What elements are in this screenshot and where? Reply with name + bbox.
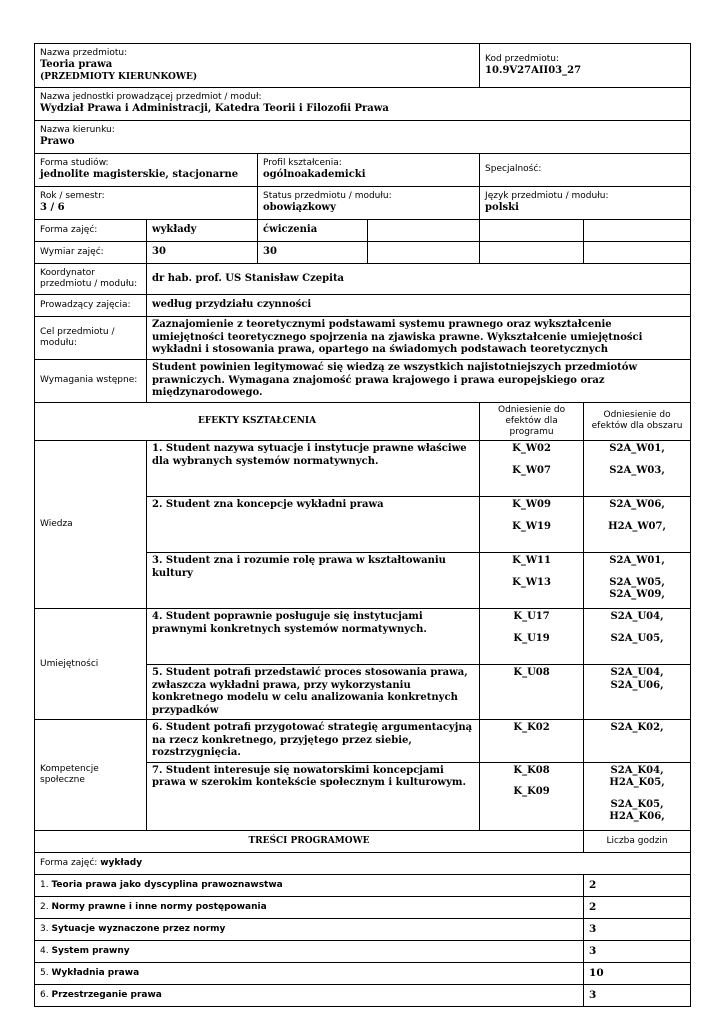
class-hours-lecture: 30 [152, 246, 166, 258]
class-form-label-text: Forma zajęć: [40, 224, 98, 235]
coordinator-row [35, 264, 691, 295]
profile-label: Profil kształcenia: [263, 158, 342, 169]
topic-row [35, 962, 691, 984]
specialty-label: Specjalność: [485, 164, 542, 175]
coordinator-value: dr hab. prof. US Stanisław Czepita [152, 272, 345, 284]
topic-cell [35, 962, 584, 984]
topic-hours: 2 [584, 896, 691, 918]
area-ref: H2A_K05, [609, 777, 665, 789]
lecturer-label-text: Prowadzący zajęcia: [40, 299, 131, 310]
topic-row [35, 940, 691, 962]
topic-number: 4. [40, 945, 49, 956]
code-cell [480, 44, 691, 88]
class-hours-empty-3 [584, 242, 691, 264]
field-value: Prawo [40, 136, 75, 148]
program-ref: K_W13 [512, 576, 551, 588]
content-header-row [35, 830, 691, 852]
class-hours-2 [258, 242, 368, 264]
year-cell [35, 187, 258, 220]
content-hours-header: Liczba godzin [584, 830, 691, 852]
subject-label: Nazwa przedmiotu: [40, 48, 128, 58]
coordinator-value-cell [147, 264, 691, 295]
lecturer-row [35, 295, 691, 317]
topic-title: Przestrzeganie prawa [51, 989, 162, 1000]
program-ref: K_K08 [513, 764, 550, 776]
goal-value: Zaznajomienie z teoretycznymi podstawami systemu prawnego oraz wykształcenie umiejętności teoretycznego spojrzenia na zjawiska prawne. Wykształcenie umiejętności wykładni i stosowania prawa, opartego na świadomych podstawach teoretycznych [152, 319, 643, 356]
class-hours-label-text: Wymiar zajęć: [40, 246, 104, 257]
effect-program-refs [480, 762, 584, 830]
goal-label-text: Cel przedmiotu / modułu: [40, 326, 115, 348]
effects-col-program: Odniesienie do efektów dla programu [480, 402, 584, 441]
year-value: 3 / 6 [40, 202, 65, 214]
area-ref: S2A_K04, [610, 764, 664, 776]
effect-area-refs [584, 762, 691, 830]
area-ref: S2A_K05, [610, 798, 664, 810]
class-hours-exercises: 30 [263, 246, 277, 258]
effect-program-refs [480, 553, 584, 609]
content-title: TREŚCI PROGRAMOWE [35, 830, 584, 852]
area-ref: H2A_K06, [609, 811, 665, 823]
topic-number: 2. [40, 901, 49, 912]
area-ref: H2A_W07, [608, 520, 666, 532]
topic-cell [35, 984, 584, 1006]
goal-value-cell [147, 317, 691, 360]
field-row [35, 121, 691, 154]
profile-cell [258, 154, 480, 187]
topic-hours: 2 [584, 874, 691, 896]
area-ref: S2A_W09, [609, 589, 665, 601]
area-ref: S2A_U04, [610, 667, 664, 679]
goal-label [35, 317, 147, 360]
class-hours-1 [147, 242, 258, 264]
goal-row [35, 317, 691, 360]
effect-area-refs [584, 497, 691, 553]
topic-hours: 3 [584, 918, 691, 940]
form-cell [35, 154, 258, 187]
area-ref: S2A_W01, [609, 443, 665, 455]
class-form-lecture: wykłady [152, 224, 197, 236]
program-ref: K_U08 [513, 667, 550, 679]
effect-program-refs [480, 441, 584, 497]
effect-area-refs [584, 441, 691, 497]
topic-title: Wykładnia prawa [51, 967, 140, 978]
class-hours-row [35, 242, 691, 264]
area-ref: S2A_W06, [609, 499, 665, 511]
class-hours-label [35, 242, 147, 264]
requirements-label-text: Wymagania wstępne: [40, 375, 138, 386]
subject-cell [35, 44, 480, 88]
class-form-1 [147, 220, 258, 242]
effect-text: 4. Student poprawnie posługuje się instytucjami prawnymi konkretnych systemów normatywnych. [147, 609, 480, 665]
category-skills: Umiejętności [35, 609, 147, 720]
topic-number: 3. [40, 923, 49, 934]
topic-cell [35, 874, 584, 896]
program-ref: K_K02 [513, 722, 550, 734]
form-label: Forma studiów: [40, 158, 109, 169]
topic-row [35, 874, 691, 896]
requirements-label [35, 360, 147, 403]
subject-row [35, 44, 691, 88]
program-ref: K_W19 [512, 520, 551, 532]
effect-area-refs [584, 553, 691, 609]
effect-text: 7. Student interesuje się nowatorskimi koncepcjami prawa w szerokim kontekście społecznym i kulturowym. [147, 762, 480, 830]
effect-text: 2. Student zna koncepcje wykładni prawa [147, 497, 480, 553]
topic-number: 6. [40, 989, 49, 1000]
topic-cell [35, 896, 584, 918]
area-ref: S2A_W01, [609, 555, 665, 567]
syllabus-table [34, 43, 691, 1007]
unit-label: Nazwa jednostki prowadzącej przedmiot / moduł: [40, 92, 262, 103]
topic-number: 1. [40, 879, 49, 890]
topic-title: Teoria prawa jako dyscyplina prawoznawstwa [51, 879, 283, 890]
program-ref: K_W02 [512, 443, 551, 455]
class-hours-empty-1 [368, 242, 480, 264]
language-label: Język przedmiotu / modułu: [485, 191, 609, 202]
requirements-value-cell [147, 360, 691, 403]
program-ref: K_W09 [512, 499, 551, 511]
status-value: obowiązkowy [263, 202, 336, 214]
effect-area-refs [584, 665, 691, 720]
effect-program-refs [480, 609, 584, 665]
effect-program-refs [480, 720, 584, 763]
year-row [35, 187, 691, 220]
subject-name: Teoria prawa [40, 59, 113, 71]
content-form-row [35, 852, 691, 874]
lecturer-value-cell [147, 295, 691, 317]
effect-program-refs [480, 665, 584, 720]
content-form-value: wykłady [100, 857, 143, 868]
effect-row [35, 441, 691, 497]
content-form-cell [35, 852, 691, 874]
topic-cell [35, 918, 584, 940]
syllabus-sheet [34, 43, 690, 1007]
class-form-2 [258, 220, 368, 242]
profile-value: ogólnoakademicki [263, 169, 366, 181]
class-hours-empty-2 [480, 242, 584, 264]
effect-text: 6. Student potrafi przygotować strategię argumentacyjną na rzecz konkretnego, przyjętego przez siebie, rozstrzygnięcia. [147, 720, 480, 763]
class-form-empty-1 [368, 220, 480, 242]
effects-col-area: Odniesienie do efektów dla obszaru [584, 402, 691, 441]
field-label: Nazwa kierunku: [40, 125, 115, 136]
code-label: Kod przedmiotu: [485, 53, 560, 64]
topic-title: Sytuacje wyznaczone przez normy [51, 923, 226, 934]
area-ref: S2A_U05, [610, 632, 664, 644]
area-ref: S2A_U04, [610, 611, 664, 623]
topic-number: 5. [40, 967, 49, 978]
program-ref: K_W11 [512, 555, 551, 567]
effect-row [35, 720, 691, 763]
class-form-empty-3 [584, 220, 691, 242]
specialty-cell [480, 154, 691, 187]
topic-hours: 3 [584, 984, 691, 1006]
effect-row [35, 609, 691, 665]
form-value: jednolite magisterskie, stacjonarne [40, 169, 239, 181]
area-ref: S2A_W05, [609, 576, 665, 588]
class-form-exercises: ćwiczenia [263, 224, 318, 236]
program-ref: K_U19 [513, 632, 550, 644]
topic-row [35, 984, 691, 1006]
effect-area-refs [584, 609, 691, 665]
coordinator-label-text: Koordynator przedmiotu / modułu: [40, 267, 138, 289]
area-ref: S2A_U06, [610, 679, 664, 691]
class-form-label [35, 220, 147, 242]
class-form-row [35, 220, 691, 242]
effect-area-refs [584, 720, 691, 763]
form-row [35, 154, 691, 187]
requirements-row [35, 360, 691, 403]
topic-hours: 3 [584, 940, 691, 962]
class-form-empty-2 [480, 220, 584, 242]
subject-group: (PRZEDMIOTY KIERUNKOWE) [40, 71, 198, 82]
topic-row [35, 918, 691, 940]
topic-hours: 10 [584, 962, 691, 984]
field-cell [35, 121, 691, 154]
program-ref: K_W07 [512, 464, 551, 476]
language-cell [480, 187, 691, 220]
topic-row [35, 896, 691, 918]
area-ref: S2A_K02, [610, 722, 664, 734]
lecturer-value: według przydziału czynności [152, 299, 312, 311]
area-ref: S2A_W03, [609, 464, 665, 476]
program-ref: K_U17 [513, 611, 550, 623]
language-value: polski [485, 202, 519, 214]
effect-text: 5. Student potrafi przedstawić proces stosowania prawa, zwłaszcza wykładni prawa, przy wykorzystaniu konkretnego modelu w celu analizowania konkretnych przypadków [147, 665, 480, 720]
topic-title: Normy prawne i inne normy postępowania [51, 901, 267, 912]
requirements-value: Student powinien legitymować się wiedzą ze wszystkich najistotniejszych przedmiotów prawniczych. Wymagana znajomość prawa krajowego i prawa europejskiego oraz międzynarodowego. [152, 362, 638, 398]
unit-cell [35, 88, 691, 121]
effect-program-refs [480, 497, 584, 553]
coordinator-label [35, 264, 147, 295]
code-value: 10.9V27AII03_27 [485, 64, 582, 76]
topic-title: System prawny [51, 945, 130, 956]
status-label: Status przedmiotu / modułu: [263, 191, 392, 202]
status-cell [258, 187, 480, 220]
effect-text: 1. Student nazywa sytuacje i instytucje prawne właściwe dla wybranych systemów normatywnych. [147, 441, 480, 497]
lecturer-label [35, 295, 147, 317]
topic-cell [35, 940, 584, 962]
effects-title: EFEKTY KSZTAŁCENIA [35, 402, 480, 441]
year-label: Rok / semestr: [40, 191, 105, 202]
effect-text: 3. Student zna i rozumie rolę prawa w kształtowaniu kultury [147, 553, 480, 609]
unit-row [35, 88, 691, 121]
effects-header-row [35, 402, 691, 441]
unit-value: Wydział Prawa i Administracji, Katedra Teorii i Filozofii Prawa [40, 103, 389, 115]
content-form-prefix: Forma zajęć: [40, 857, 98, 868]
category-knowledge: Wiedza [35, 441, 147, 609]
category-social: Kompetencje społeczne [35, 720, 147, 831]
program-ref: K_K09 [513, 786, 550, 798]
